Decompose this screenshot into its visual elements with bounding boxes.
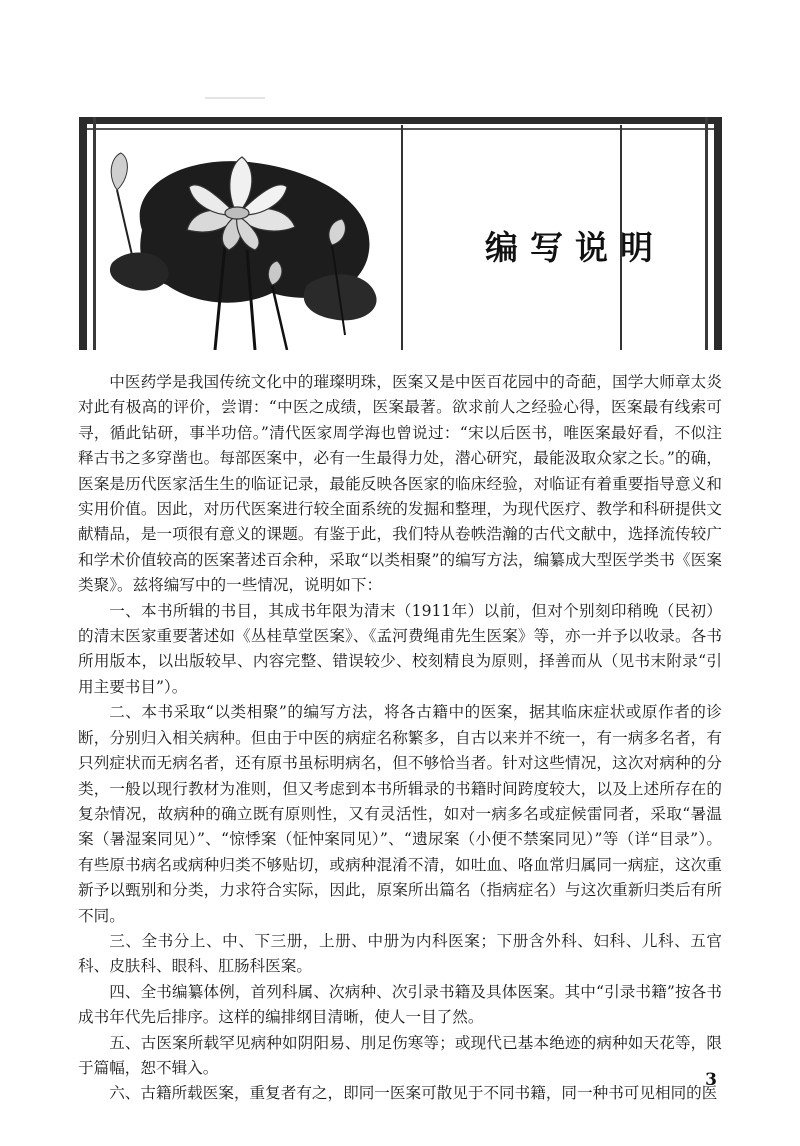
page-number: 3 bbox=[705, 1070, 717, 1090]
header-banner bbox=[79, 117, 722, 350]
banner-left-line bbox=[93, 117, 96, 350]
banner-right-line bbox=[705, 117, 708, 350]
banner-divider-left bbox=[401, 125, 403, 350]
banner-right-pillar bbox=[714, 117, 722, 350]
body-text bbox=[78, 370, 722, 1107]
paragraph-6: 六、古籍所载医案，重复者有之，即同一医案可散见于不同书籍，同一种书可见相同的医 bbox=[109, 1084, 718, 1103]
lotus-stem-5 bbox=[117, 190, 132, 255]
lotus-bud-left bbox=[111, 153, 127, 190]
paragraph-5: 五、古医案所载罕见病种如阴阳易、刖足伤寒等；或现代已基本绝迹的病种如天花等，限于篇幅，恕不辑入。 bbox=[78, 1033, 722, 1077]
paragraph-1: 一、本书所辑的书目，其成书年限为清末（1911年）以前，但对个别刻印稍晚（民初）的清末医家重要著述如《丛桂草堂医案》、《孟河费绳甫先生医案》等，亦一并予以收录。各书所用版本，以出版较早、内容完整、错误较少、校刻精良为原则，择善而从（见书末附录“引用主要书目”）。 bbox=[78, 601, 722, 696]
paragraph-4: 四、全书编纂体例，首列科属、次病种、次引录书籍及具体医案。其中“引录书籍”按各书成书年代先后排序。这样的编排纲目清晰，使人一目了然。 bbox=[78, 982, 722, 1027]
banner-top-band bbox=[79, 117, 722, 124]
paragraph-intro: 中医药学是我国传统文化中的璀璨明珠，医案又是中医百花园中的奇葩，国学大师章太炎对此有极高的评价，尝谓：“中医之成绩，医案最著。欲求前人之经验心得，医案最有线索可寻，循此钻研，事半功倍。”清代医家周学海也曾说过：“宋以后医书，唯医案最好看，不似注释古书之多穿凿也。每部医案中，必有一生最得力处，潜心研究，最能汲取众家之长。”的确，医案是历代医家活生生的临证记录，最能反映各医家的临床经验，对临证有着重要指导意义和实用价值。因此，对历代医案进行较全面系统的发掘和整理，为现代医疗、教学和科研提供文献精品，是一项很有意义的课题。有鉴于此，我们特从卷帙浩瀚的古代文献中，选择流传较广和学术价值较高的医案著述百余种，采取“以类相聚”的编写方法，编纂成大型医学类书《医案类聚》。兹将编写中的一些情况，说明如下： bbox=[78, 373, 722, 595]
banner-left-pillar bbox=[79, 117, 87, 350]
paragraph-3: 三、全书分上、中、下三册，上册、中册为内科医案；下册含外科、妇科、儿科、五官科、皮肤科、眼科、肛肠科医案。 bbox=[78, 931, 722, 976]
top-rule bbox=[205, 97, 265, 99]
page-title: 编写说明 bbox=[485, 228, 665, 267]
paragraph-2: 二、本书采取“以类相聚”的编写方法，将各古籍中的医案，据其临床症状或原作者的诊断，分别归入相关病种。但由于中医的病症名称繁多，自古以来并不统一，有一病多名者，有只列症状而无病名者，还有原书虽标明病名，但不够恰当者。针对这些情况，这次对病种的分类，一般以现行教材为准则，但又考虑到本书所辑录的书籍时间跨度较大，以及上述所存在的复杂情况，故病种的确立既有原则性，又有灵活性，如对一病多名或症候雷同者，采取“暑温案（暑湿案同见）”、“惊悸案（怔忡案同见）”、“遗尿案（小便不禁案同见）”等（详“目录”）。有些原书病名或病种归类不够贴切，或病种混淆不清，如吐血、咯血常归属同一病症，这次重新予以甄别和分类，力求符合实际，因此，原案所出篇名（指病症名）与这次重新归类后有所不同。 bbox=[78, 703, 722, 925]
lotus-illustration bbox=[97, 135, 397, 350]
